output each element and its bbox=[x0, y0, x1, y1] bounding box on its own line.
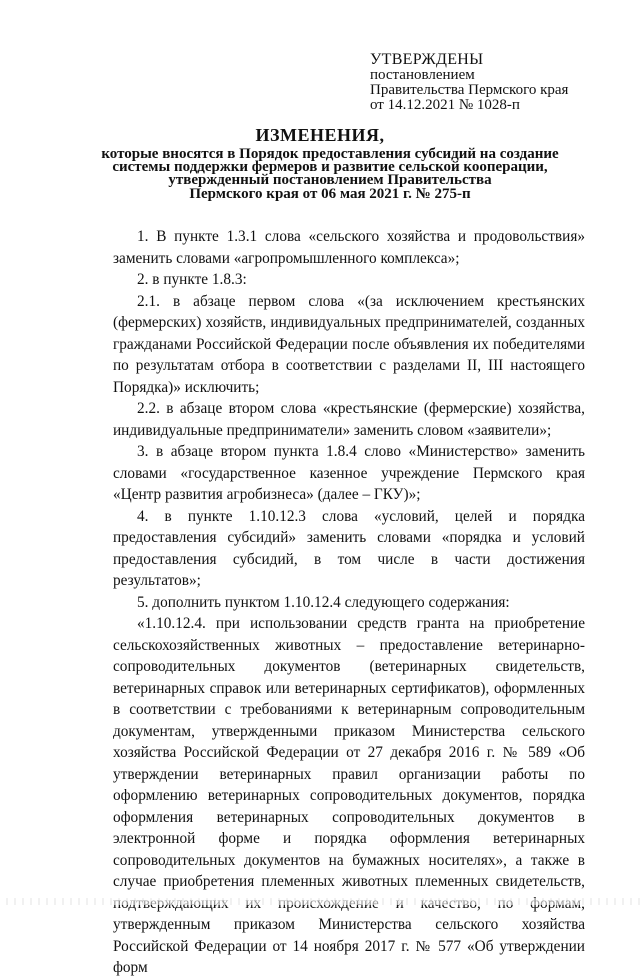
paragraph: 1. В пункте 1.3.1 слова «сельского хозяйства и продовольствия» заменить словами «агропромышленного комплекса»; bbox=[113, 228, 585, 267]
document-subtitle bbox=[60, 148, 600, 201]
paragraph: 3. в абзаце втором пункта 1.8.4 слово «Министерство» заменить словами «государственное казенное учреждение Пермского края «Центр развития агробизнеса» (далее – ГКУ)»; bbox=[113, 443, 585, 503]
subtitle-line: системы поддержки фермеров и развитие сельской кооперации, bbox=[112, 159, 548, 176]
approval-line: от 14.12.2021 № 1028-п bbox=[370, 97, 520, 113]
approval-line: Правительства Пермского края bbox=[370, 82, 569, 98]
approval-line: постановлением bbox=[370, 67, 475, 83]
subtitle-line: Пермского края от 06 мая 2021 г. № 275-п bbox=[189, 185, 471, 202]
paragraph: 2.1. в абзаце первом слова «(за исключением крестьянских (фермерских) хозяйств, индивидуальных предпринимателей, созданных гражданами Российской Федерации после объявления их победителями по результатам отбора в соответствии с разделами II, III настоящего Порядка)» исключить; bbox=[113, 292, 585, 396]
document-title: ИЗМЕНЕНИЯ, bbox=[255, 125, 385, 145]
approval-title: УТВЕРЖДЕНЫ bbox=[370, 51, 484, 68]
document-body bbox=[113, 226, 585, 979]
scan-edge-artifact bbox=[0, 898, 640, 905]
paragraph: 2.2. в абзаце втором слова «крестьянские (фермерские) хозяйства, индивидуальные предприниматели» заменить словом «заявители»; bbox=[113, 400, 585, 439]
paragraph: «1.10.12.4. при использовании средств гранта на приобретение сельскохозяйственных животных – предоставление ветеринарно-сопроводительных документов (ветеринарных свидетельств, ветеринарных справок или ветеринарных сертификатов), оформленных в соответствии с требованиями к ветеринарным сопроводительным документам, утвержденными приказом Министерства сельского хозяйства Российской Федерации от 27 декабря 2016 г. № 589 «Об утверждении ветеринарных правил организации работы по оформлению ветеринарных сопроводительных документов, порядка оформления ветеринарных сопроводительных документов в электронной форме и порядка оформления ветеринарных сопроводительных документов на бумажных носителях», а также в случае приобретения племенных животных племенных свидетельств, утвержденным приказом Министерства сельского хозяйства Российской Федерации от 14 ноября 2017 г. № 577 «Об утверждении форм bbox=[113, 615, 585, 976]
paragraph: 5. дополнить пунктом 1.10.12.4 следующего содержания: bbox=[137, 593, 510, 611]
paragraph: 4. в пункте 1.10.12.3 слова «условий, целей и порядка предоставления субсидий» заменить словами «порядка и условий предоставления субсидий, в том числе в части достижения результатов»; bbox=[113, 507, 585, 589]
subtitle-line: утвержденный постановлением Правительства bbox=[168, 172, 492, 189]
approval-stamp bbox=[370, 52, 620, 113]
paragraph: 2. в пункте 1.8.3: bbox=[137, 271, 247, 288]
subtitle-line: которые вносятся в Порядок предоставления субсидий на создание bbox=[101, 146, 559, 162]
